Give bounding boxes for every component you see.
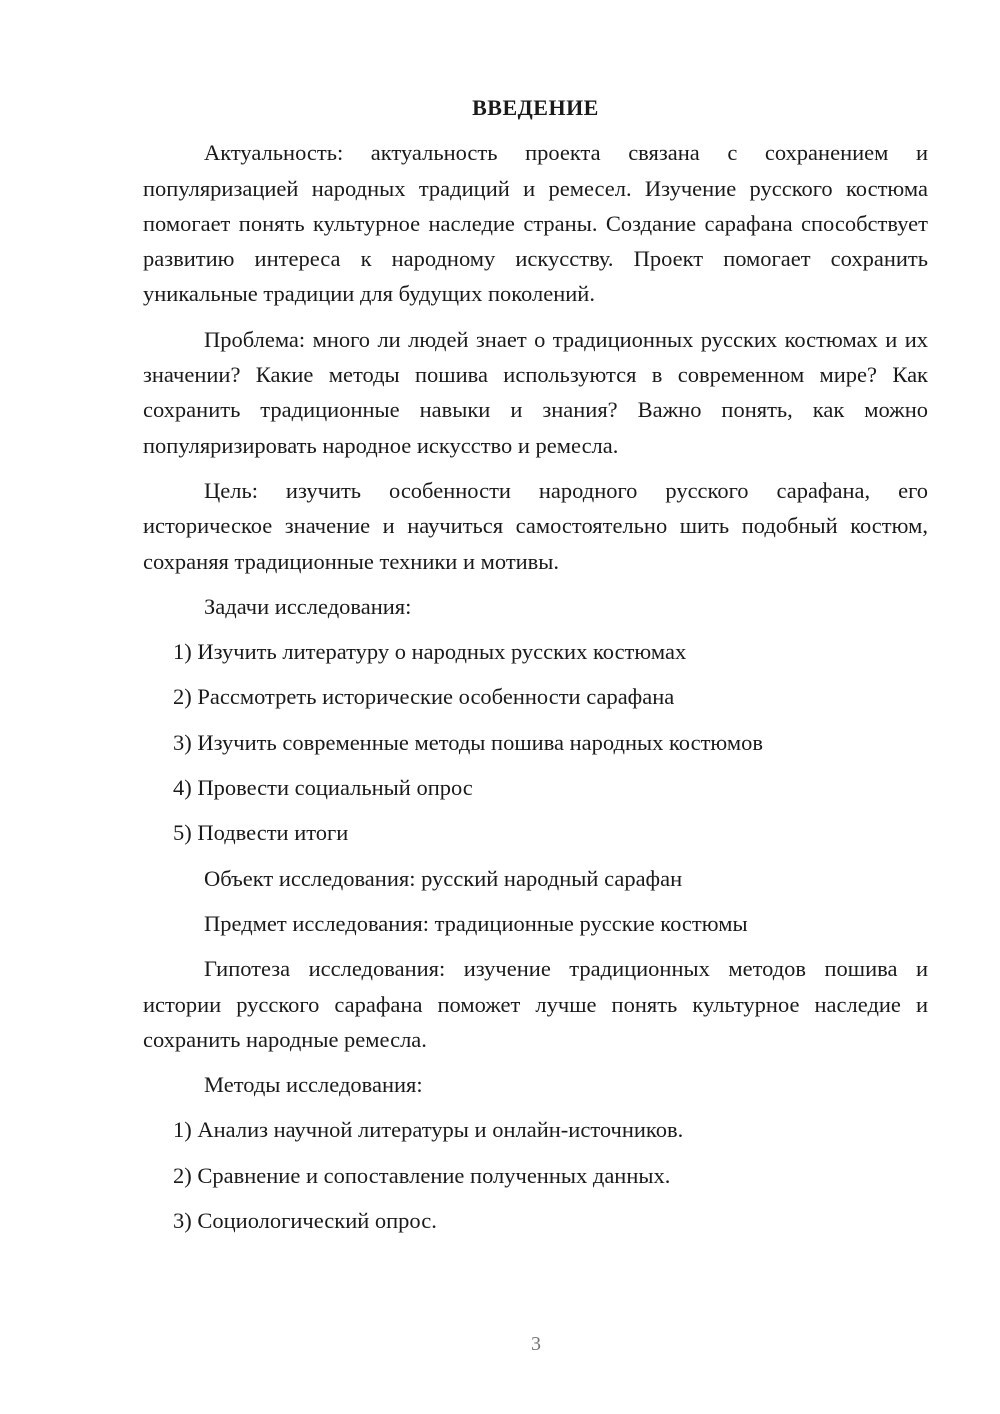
methods-heading: Методы исследования:: [204, 1072, 423, 1098]
research-object: Объект исследования: русский народный сарафан: [204, 865, 683, 891]
method-item-3: 3) Социологический опрос.: [173, 1208, 437, 1234]
task-item-3: 3) Изучить современные методы пошива народных костюмов: [173, 729, 764, 755]
research-subject: Предмет исследования: традиционные русские костюмы: [204, 910, 748, 936]
task-item-4: 4) Провести социальный опрос: [173, 775, 473, 801]
problem-paragraph: Проблема: много ли людей знает о традиционных русских костюмах и их значении? Какие методы пошива используются в современном мире? Как сохранить традиционные навыки и знания? Важно понять, как можно популяризировать народное искусство и ремесла.: [143, 326, 928, 458]
task-item-1: 1) Изучить литературу о народных русских костюмах: [173, 639, 687, 665]
method-item-2: 2) Сравнение и сопоставление полученных данных.: [173, 1162, 671, 1188]
page-title: ВВЕДЕНИЕ: [472, 95, 599, 120]
relevance-paragraph: Актуальность: актуальность проекта связана с сохранением и популяризацией народных традиций и ремесел. Изучение русского костюма помогает понять культурное наследие страны. Создание сарафана способствует развитию интереса к народному искусству. Проект помогает сохранить уникальные традиции для будущих поколений.: [143, 140, 928, 307]
hypothesis-paragraph: Гипотеза исследования: изучение традиционных методов пошива и истории русского сарафана поможет лучше понять культурное наследие и сохранить народные ремесла.: [143, 956, 928, 1052]
task-item-5: 5) Подвести итоги: [173, 820, 349, 846]
page-content: [143, 90, 928, 1248]
page-number: 3: [531, 1333, 541, 1355]
task-item-2: 2) Рассмотреть исторические особенности сарафана: [173, 684, 675, 710]
goal-paragraph: Цель: изучить особенности народного русского сарафана, его историческое значение и научиться самостоятельно шить подобный костюм, сохраняя традиционные техники и мотивы.: [143, 477, 928, 574]
method-item-1: 1) Анализ научной литературы и онлайн-источников.: [173, 1117, 684, 1143]
tasks-heading: Задачи исследования:: [204, 593, 412, 619]
